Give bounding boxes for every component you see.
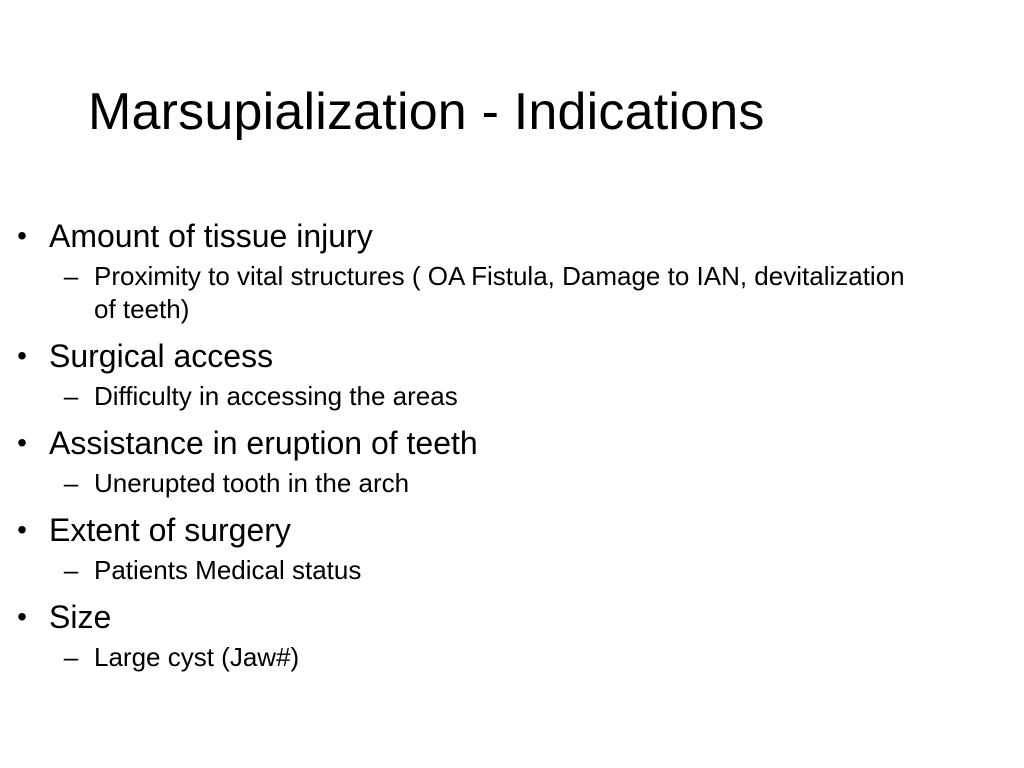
bullet-icon: • xyxy=(17,427,27,458)
bullet-item xyxy=(0,419,1024,467)
dash-icon: – xyxy=(63,468,79,498)
sub-bullet-item xyxy=(0,467,914,500)
dash-icon: – xyxy=(63,381,79,411)
sub-bullet-item xyxy=(0,260,914,326)
bullet-icon: • xyxy=(17,220,27,251)
dash-icon: – xyxy=(63,555,79,585)
bullet-icon: • xyxy=(17,514,27,545)
bullet-text: Amount of tissue injury xyxy=(49,218,373,254)
sub-bullet-text: Difficulty in accessing the areas xyxy=(94,381,458,411)
sub-bullet-item xyxy=(0,641,914,674)
bullet-text: Assistance in eruption of teeth xyxy=(49,425,478,461)
sub-bullet-text: Unerupted tooth in the arch xyxy=(94,468,410,498)
sub-bullet-item xyxy=(0,380,914,413)
bullet-text: Extent of surgery xyxy=(49,512,291,548)
sub-bullet-text: Proximity to vital structures ( OA Fistula, Damage to IAN, devitalization of teeth) xyxy=(94,261,905,324)
bullet-item xyxy=(0,506,1024,554)
bullet-list xyxy=(0,212,1024,680)
dash-icon: – xyxy=(63,261,79,291)
bullet-item xyxy=(0,212,1024,260)
bullet-text: Size xyxy=(49,599,112,635)
bullet-text: Surgical access xyxy=(49,338,274,374)
bullet-icon: • xyxy=(17,601,27,632)
sub-bullet-text: Patients Medical status xyxy=(94,555,362,585)
sub-bullet-item xyxy=(0,554,914,587)
slide-title: Marsupialization - Indications xyxy=(88,83,765,141)
bullet-item xyxy=(0,332,1024,380)
dash-icon: – xyxy=(63,642,79,672)
sub-bullet-text: Large cyst (Jaw#) xyxy=(94,642,300,672)
bullet-icon: • xyxy=(17,340,27,371)
bullet-item xyxy=(0,593,1024,641)
